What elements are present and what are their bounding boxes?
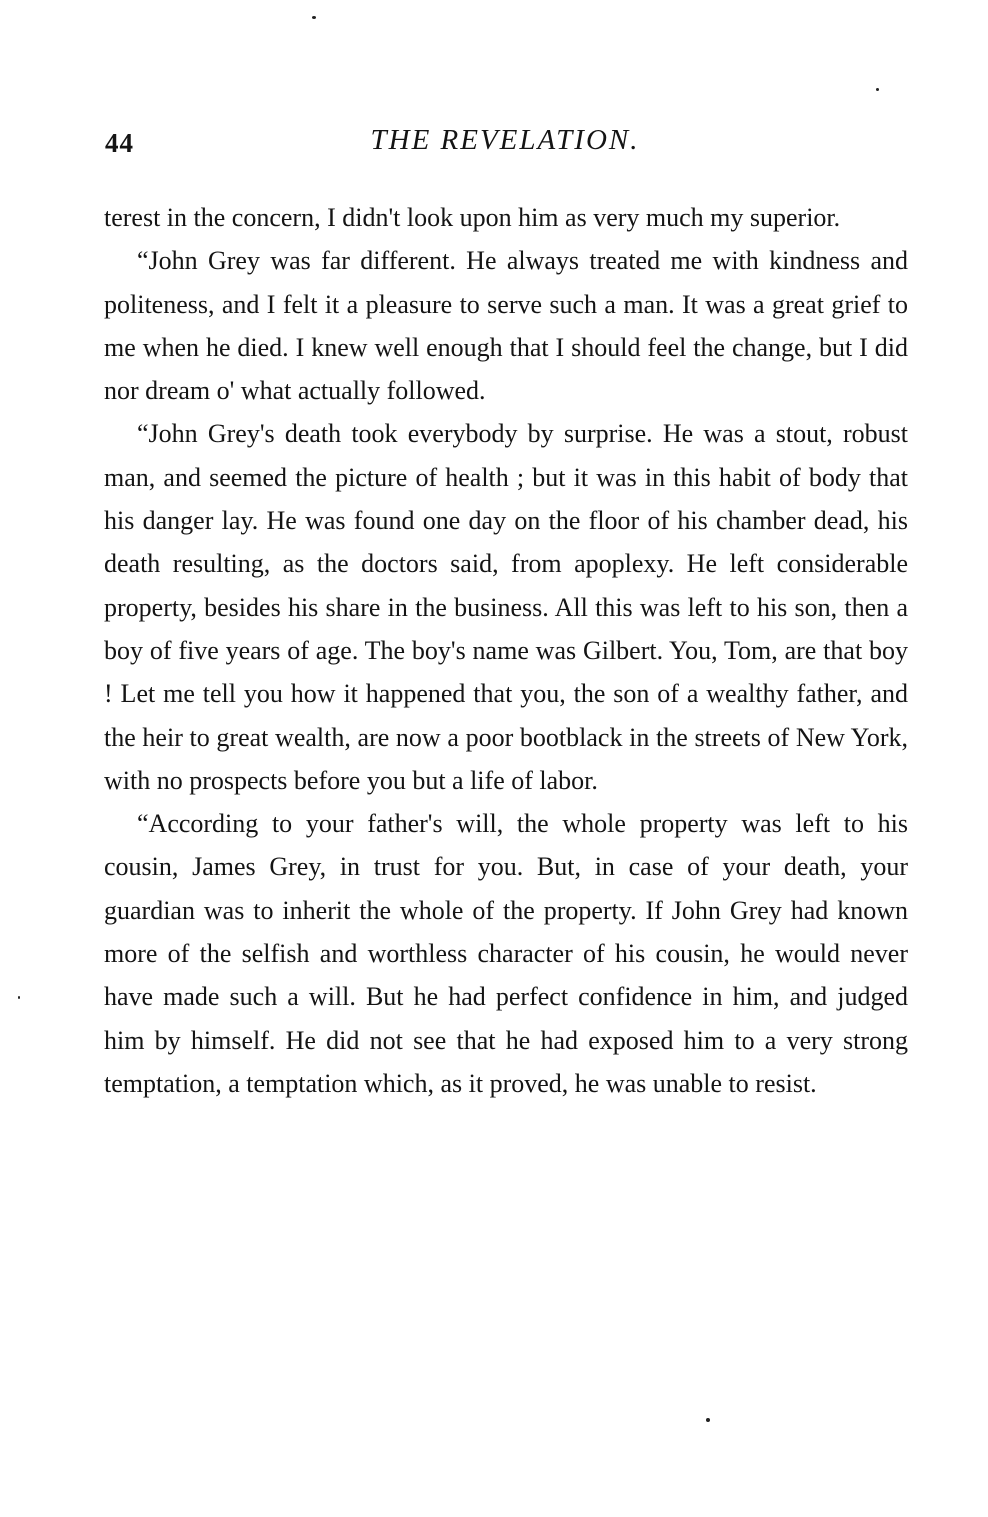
running-title: THE REVELATION. <box>370 124 640 156</box>
paragraph-continued: terest in the concern, I didn't look upon him as very much my superior. <box>104 203 841 232</box>
ink-speck <box>18 996 20 999</box>
ink-speck <box>706 1418 710 1422</box>
paragraph: “John Grey's death took everybody by surprise. He was a stout, robust man, and seemed the picture of health ; but it was in this habit of body that his danger lay. He was found one day on the floor of his chamber dead, his death resulting, as the doctors said, from apoplexy. He left considerable property, besides his share in the business. All this was left to his son, then a boy of five years of age. The boy's name was Gilbert. You, Tom, are that boy ! Let me tell you how it happened that you, the son of a wealthy father, and the heir to great wealth, are now a poor bootblack in the streets of New York, with no prospects before you but a life of labor. <box>104 419 908 795</box>
paragraph: “According to your father's will, the whole property was left to his cousin, James Grey, in trust for you. But, in case of your death, your guardian was to inherit the whole of the property. If John Grey had known more of the selfish and worthless character of his cousin, he would never have made such a will. But he had perfect confidence in him, and judged him by himself. He did not see that he had exposed him to a very strong temptation, a temptation which, as it proved, he was unable to resist. <box>104 809 908 1098</box>
paragraph: “John Grey was far different. He always treated me with kindness and politeness, and I felt it a pleasure to serve such a man. It was a great grief to me when he died. I knew well enough that I should feel the change, but I did nor dream o' what actually followed. <box>104 246 908 406</box>
body-text <box>104 196 908 1105</box>
ink-speck <box>876 88 879 91</box>
page-number: 44 <box>105 128 134 158</box>
ink-speck <box>312 16 316 19</box>
page-header <box>105 124 905 168</box>
